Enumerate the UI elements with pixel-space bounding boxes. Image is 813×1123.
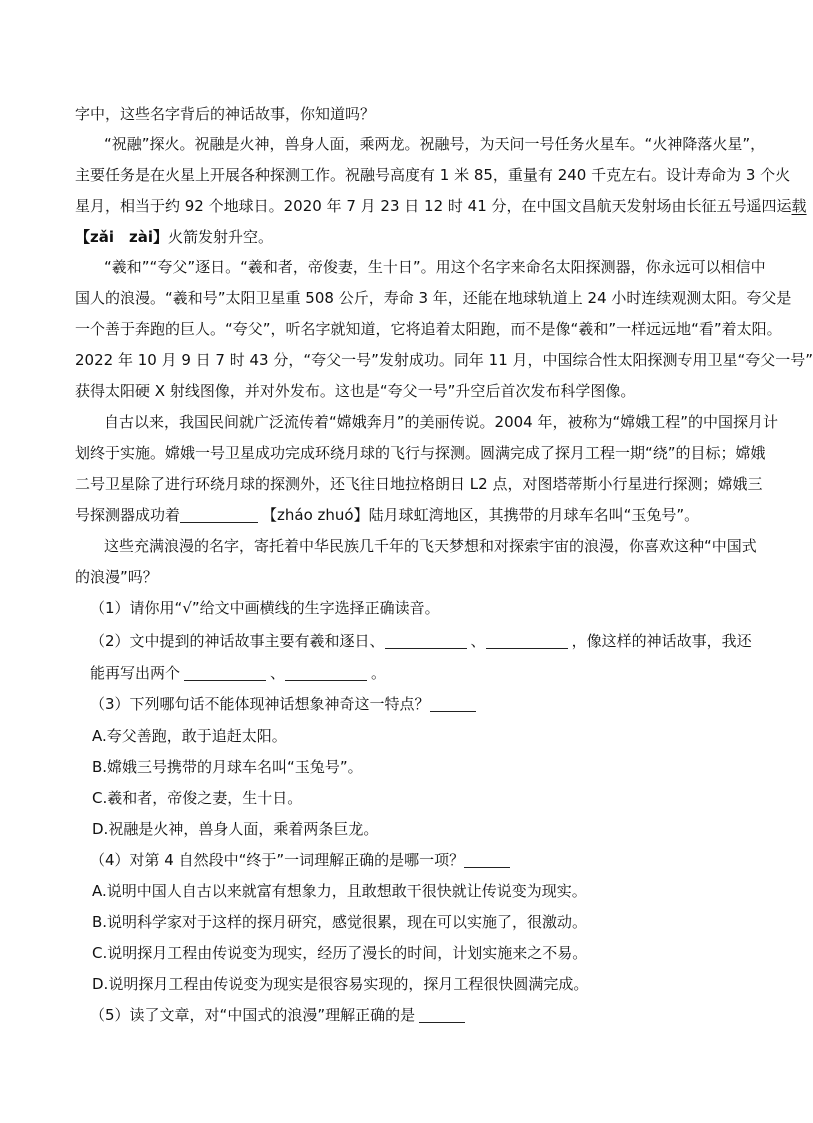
option: B.嫦娥三号携带的月球车名叫“玉兔号”。 — [92, 758, 363, 776]
answer-blank[interactable] — [184, 664, 266, 681]
option: D.说明探月工程由传说变为现实是很容易实现的，探月工程很快圆满完成。 — [92, 975, 589, 993]
text-line: “祝融”探火。祝融是火神，兽身人面，乘两龙。祝融号，为天问一号任务火星车。“火神降落火星”， — [104, 135, 766, 153]
answer-blank[interactable] — [464, 851, 510, 868]
question-3: （3）下列哪句话不能体现神话想象神奇这一特点？ — [90, 694, 740, 714]
answer-blank[interactable] — [430, 695, 476, 712]
blank-underline[interactable] — [180, 506, 258, 523]
text-line: 主要任务是在火星上开展各种探测工作。祝融号高度有 1 米 85，重量有 240 千克左右。设计寿命为 3 个火 — [75, 166, 791, 184]
text-line: 2022 年 10 月 9 日 7 时 43 分，“夸父一号”发射成功。同年 11 月，中国综合性太阳探测专用卫星“夸父一号” — [75, 351, 813, 369]
question-1: （1）请你用“√”给文中画横线的生字选择正确读音。 — [90, 599, 440, 617]
question-2: （2）文中提到的神话故事主要有羲和逐日、 、 ，像这样的神话故事，我还 — [90, 632, 752, 650]
option: C.说明探月工程由传说变为现实，经历了漫长的时间，计划实施来之不易。 — [92, 944, 588, 962]
question-2-cont: 能再写出两个 、 。 — [90, 664, 387, 682]
text-line: 获得太阳硬 X 射线图像，并对外发布。这也是“夸父一号”升空后首次发布科学图像。 — [75, 382, 636, 400]
text-line: 一个善于奔跑的巨人。“夸父”，听名字就知道，它将追着太阳跑，而不是像“羲和”一样远远地“看”着太阳。 — [75, 320, 782, 338]
text-line: 星月，相当于约 92 个地球日。2020 年 7 月 23 日 12 时 41 分，在中国文昌航天发射场由长征五号遥四运载 — [75, 197, 807, 215]
text-line: 这些充满浪漫的名字，寄托着中华民族几千年的飞天梦想和对探索宇宙的浪漫，你喜欢这种“中国式 — [104, 537, 757, 555]
text-line: 二号卫星除了进行环绕月球的探测外，还飞往日地拉格朗日 L2 点，对图塔蒂斯小行星进行探测；嫦娥三 — [75, 475, 763, 493]
option: D.祝融是火神，兽身人面，乘着两条巨龙。 — [92, 820, 379, 838]
underlined-char: 载 — [791, 197, 807, 215]
text-line: 国人的浪漫。“羲和号”太阳卫星重 508 公斤，寿命 3 年，还能在地球轨道上 24 小时连续观测太阳。夸父是 — [75, 289, 792, 307]
text-line: 的浪漫”吗？ — [75, 568, 158, 586]
answer-blank[interactable] — [385, 632, 467, 649]
question-5: （5）读了文章，对“中国式的浪漫”理解正确的是 — [90, 1005, 740, 1025]
text-line: 号探测器成功着 【zháo zhuó】陆月球虹湾地区，其携带的月球车名叫“玉兔号”。 — [75, 506, 700, 524]
answer-blank[interactable] — [419, 1006, 465, 1023]
answer-blank[interactable] — [486, 632, 568, 649]
text-line: 自古以来，我国民间就广泛流传着“嫦娥奔月”的美丽传说。2004 年，被称为“嫦娥工程”的中国探月计 — [104, 413, 779, 431]
pinyin-choice[interactable]: 【zǎi zài】 — [75, 228, 168, 246]
answer-blank[interactable] — [285, 664, 367, 681]
question-4: （4）对第 4 自然段中“终于”一词理解正确的是哪一项？ — [90, 850, 740, 870]
option: A.夸父善跑，敢于追赶太阳。 — [92, 727, 287, 745]
text-line: 字中，这些名字背后的神话故事，你知道吗？ — [75, 105, 376, 123]
text-line: 划终于实施。嫦娥一号卫星成功完成环绕月球的飞行与探测。圆满完成了探月工程一期“绕”的目标；嫦娥 — [75, 444, 766, 462]
option: B.说明科学家对于这样的探月研究，感觉很累，现在可以实施了，很激动。 — [92, 913, 588, 931]
option: C.羲和者，帝俊之妻，生十日。 — [92, 789, 303, 807]
option: A.说明中国人自古以来就富有想象力，且敢想敢干很快就让传说变为现实。 — [92, 882, 587, 900]
text-line: “羲和”“夸父”逐日。“羲和者，帝俊妻，生十日”。用这个名字来命名太阳探测器，你永远可以相信中 — [104, 258, 766, 276]
text-line: 【zǎi zài】火箭发射升空。 — [75, 228, 274, 246]
